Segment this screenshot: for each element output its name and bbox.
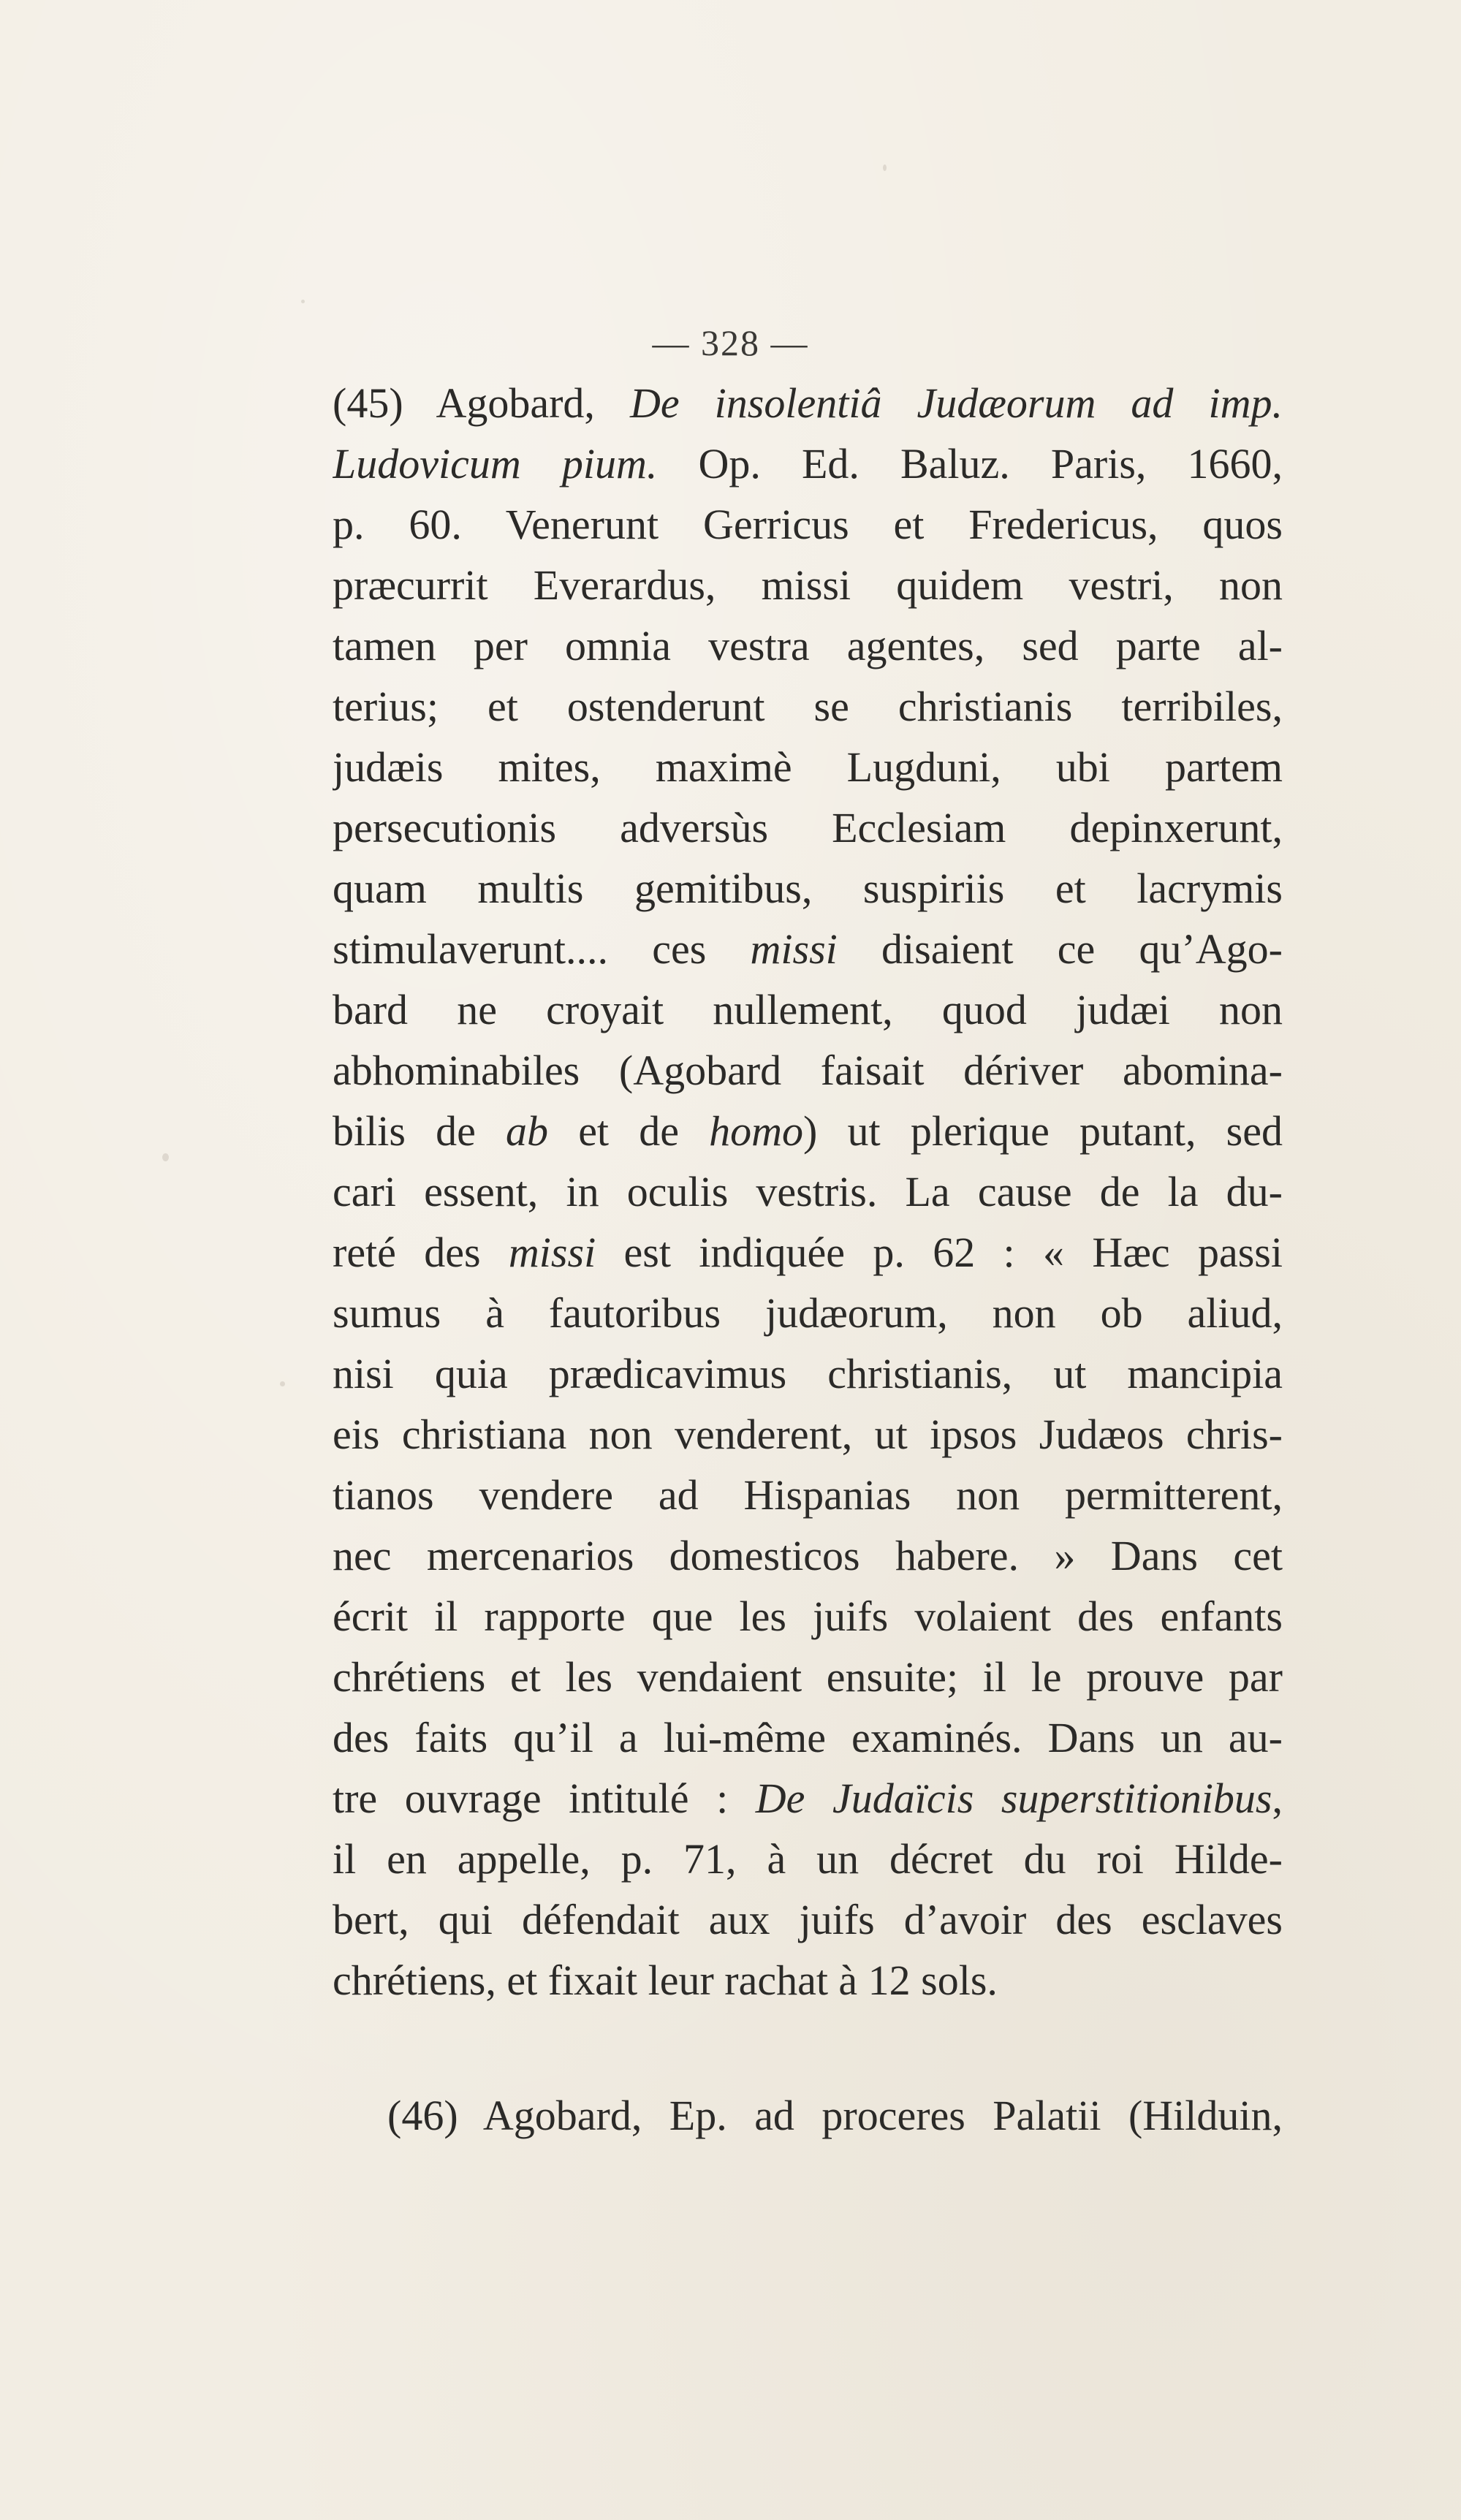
note-separator: [333, 2011, 1283, 2085]
note-line: (45) Agobard, De insolentiâ Judæorum ad imp.: [333, 379, 1283, 427]
note-line: bard ne croyait nullement, quod judæi non: [333, 986, 1283, 1033]
note-line: reté des missi est indiquée p. 62 : « Hæc passi: [333, 1229, 1283, 1276]
note-line: præcurrit Everardus, missi quidem vestri, non: [333, 561, 1283, 609]
note-line: terius; et ostenderunt se christianis terribiles,: [333, 683, 1283, 730]
note-line: eis christiana non venderent, ut ipsos Judæos chris-: [333, 1411, 1283, 1458]
note-line: écrit il rapporte que les juifs volaient des enfants: [333, 1593, 1283, 1640]
footnotes: [333, 373, 1283, 2146]
note-line: (46) Agobard, Ep. ad proceres Palatii (Hilduin,: [387, 2092, 1283, 2139]
note-line: bert, qui défendait aux juifs d’avoir des esclaves: [333, 1896, 1283, 1943]
note-line: Ludovicum pium. Op. Ed. Baluz. Paris, 1660,: [333, 440, 1283, 487]
note-line: quam multis gemitibus, suspiriis et lacrymis: [333, 865, 1283, 912]
note-line: sumus à fautoribus judæorum, non ob aliud,: [333, 1289, 1283, 1337]
note-line: des faits qu’il a lui-même examinés. Dans un au-: [333, 1714, 1283, 1761]
note-line: bilis de ab et de homo) ut plerique putant, sed: [333, 1107, 1283, 1155]
note-line: il en appelle, p. 71, à un décret du roi Hilde-: [333, 1835, 1283, 1883]
note-line: chrétiens, et fixait leur rachat à 12 sols.: [333, 1957, 998, 2004]
note-line: p. 60. Venerunt Gerricus et Fredericus, quos: [333, 501, 1283, 548]
footnote-46: [333, 2085, 1283, 2146]
note-line: judæis mites, maximè Lugduni, ubi partem: [333, 743, 1283, 791]
paper-spot: [162, 1153, 169, 1161]
note-line: abhominabiles (Agobard faisait dériver abomina-: [333, 1047, 1283, 1094]
note-line: stimulaverunt.... ces missi disaient ce qu’Ago-: [333, 925, 1283, 973]
note-line: chrétiens et les vendaient ensuite; il le prouve par: [333, 1653, 1283, 1701]
footnote-45: [333, 373, 1283, 2011]
paper-spot: [280, 1381, 285, 1386]
note-line: persecutionis adversùs Ecclesiam depinxerunt,: [333, 804, 1283, 851]
note-line: tianos vendere ad Hispanias non permitterent,: [333, 1471, 1283, 1519]
note-line: cari essent, in oculis vestris. La cause de la du-: [333, 1168, 1283, 1215]
note-line: tre ouvrage intitulé : De Judaïcis superstitionibus,: [333, 1775, 1283, 1822]
note-line: nisi quia prædicavimus christianis, ut mancipia: [333, 1350, 1283, 1397]
paper-spot: [301, 300, 305, 303]
note-line: nec mercenarios domesticos habere. » Dans cet: [333, 1532, 1283, 1579]
note-line: tamen per omnia vestra agentes, sed parte al-: [333, 622, 1283, 669]
paper-spot: [883, 164, 887, 171]
page-number: — 328 —: [652, 322, 809, 363]
